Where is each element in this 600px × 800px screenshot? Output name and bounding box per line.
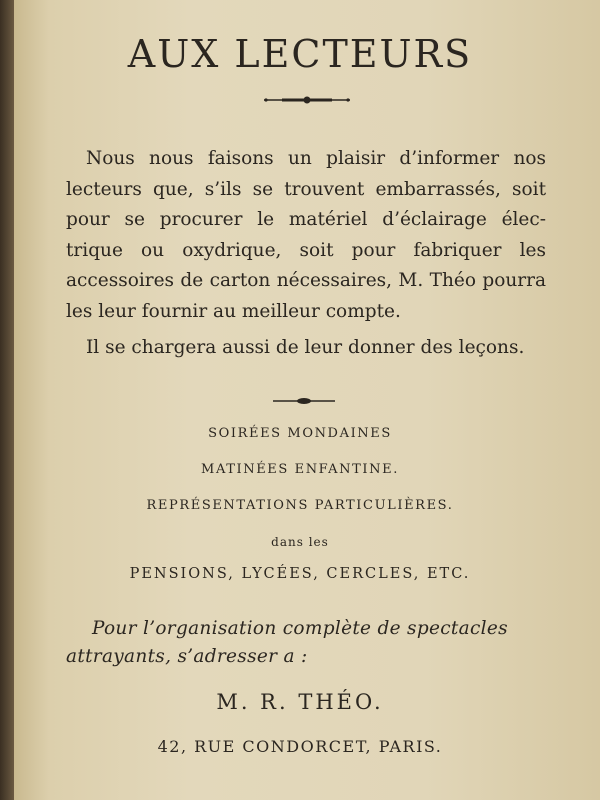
- paragraph-intro: Nous nous faisons un plaisir d’informer nos lecteurs que, s’ils se trouvent embarrassés, soit pour se procurer le matériel d’éclairage élec-trique ou oxydrique, soit pour fabriquer les accessoires de carton nécessaires, M. Théo pourra les leur fournir au meilleur compte.: [66, 148, 546, 322]
- contact-address: 42, RUE CONDORCET, PARIS.: [157, 737, 443, 756]
- contact-intro: Pour l’organisation complète de spectacles attrayants, s’adresser a :: [66, 618, 508, 667]
- dans-les-text: dans les: [271, 535, 329, 549]
- middle-ornament: [271, 396, 337, 406]
- service-representations: REPRÉSENTATIONS PARTICULIÈRES.: [146, 498, 454, 513]
- service-matinees: MATINÉES ENFANTINE.: [201, 462, 399, 477]
- book-spine: [0, 0, 14, 800]
- page-title: AUX LECTEURS: [127, 32, 473, 76]
- service-soirees: SOIRÉES MONDAINES: [208, 426, 392, 441]
- venues-line: PENSIONS, LYCÉES, CERCLES, ETC.: [129, 566, 471, 582]
- top-ornament: [262, 93, 352, 107]
- paragraph-lessons: Il se chargera aussi de leur donner des leçons.: [86, 337, 525, 358]
- contact-name: M. R. THÉO.: [216, 690, 384, 714]
